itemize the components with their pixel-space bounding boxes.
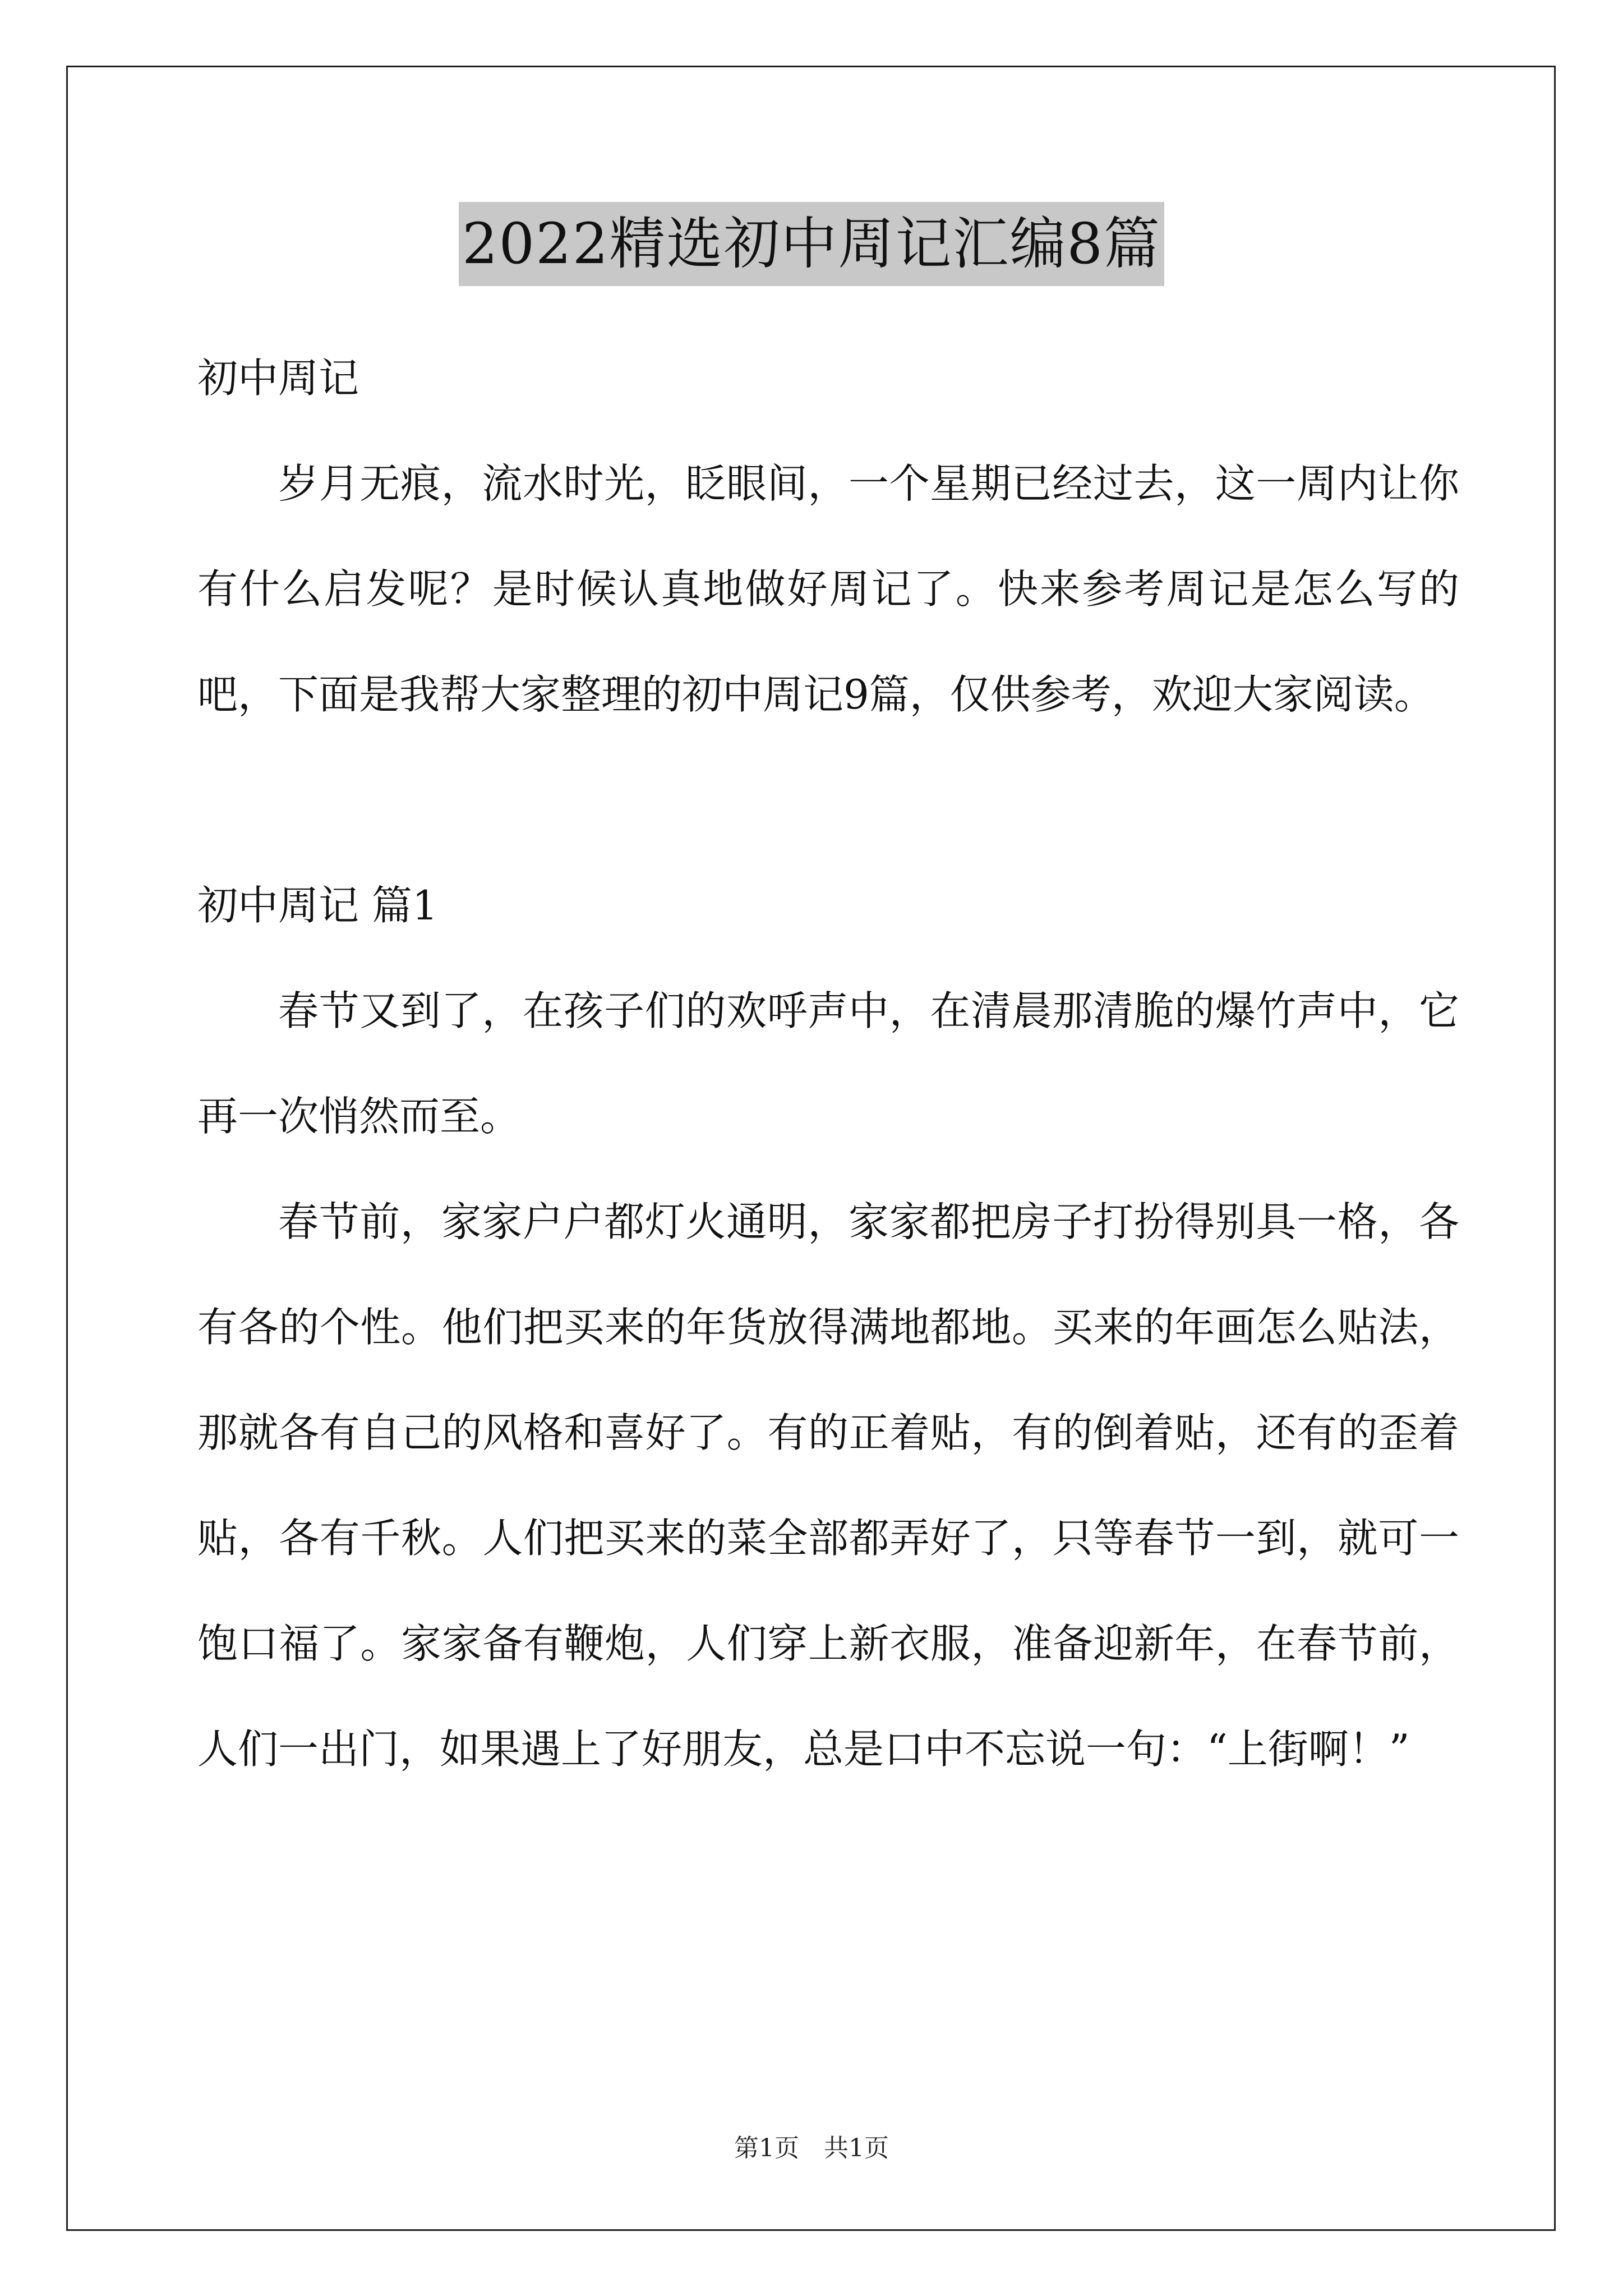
document-title: 2022精选初中周记汇编8篇 bbox=[459, 202, 1164, 286]
blank-line bbox=[197, 747, 1459, 853]
title-container bbox=[0, 202, 1623, 286]
paragraph: 春节又到了，在孩子们的欢呼声中，在清晨那清脆的爆竹声中，它再一次悄然而至。 bbox=[197, 987, 1459, 1140]
page-footer: 第1页 共1页 bbox=[734, 2134, 889, 2162]
document-body bbox=[197, 325, 1459, 1802]
paragraph: 春节前，家家户户都灯火通明，家家都把房子打扮得别具一格，各有各的个性。他们把买来的年货放得满地都地。买来的年画怎么贴法，那就各有自己的风格和喜好了。有的正着贴，有的倒着贴，还有的歪着贴，各有千秋。人们把买来的菜全部都弄好了，只等春节一到，就可一饱口福了。家家备有鞭炮，人们穿上新衣服，准备迎新年，在春节前，人们一出门，如果遇上了好朋友，总是口中不忘说一句：“上街啊！” bbox=[197, 1198, 1459, 1773]
section-heading: 初中周记 bbox=[197, 355, 359, 402]
paragraph: 岁月无痕，流水时光，眨眼间，一个星期已经过去，这一周内让你有什么启发呢？是时候认真地做好周记了。快来参考周记是怎么写的吧，下面是我帮大家整理的初中周记9篇，仅供参考，欢迎大家阅读。 bbox=[197, 460, 1459, 718]
section-heading: 初中周记 篇1 bbox=[197, 882, 438, 929]
